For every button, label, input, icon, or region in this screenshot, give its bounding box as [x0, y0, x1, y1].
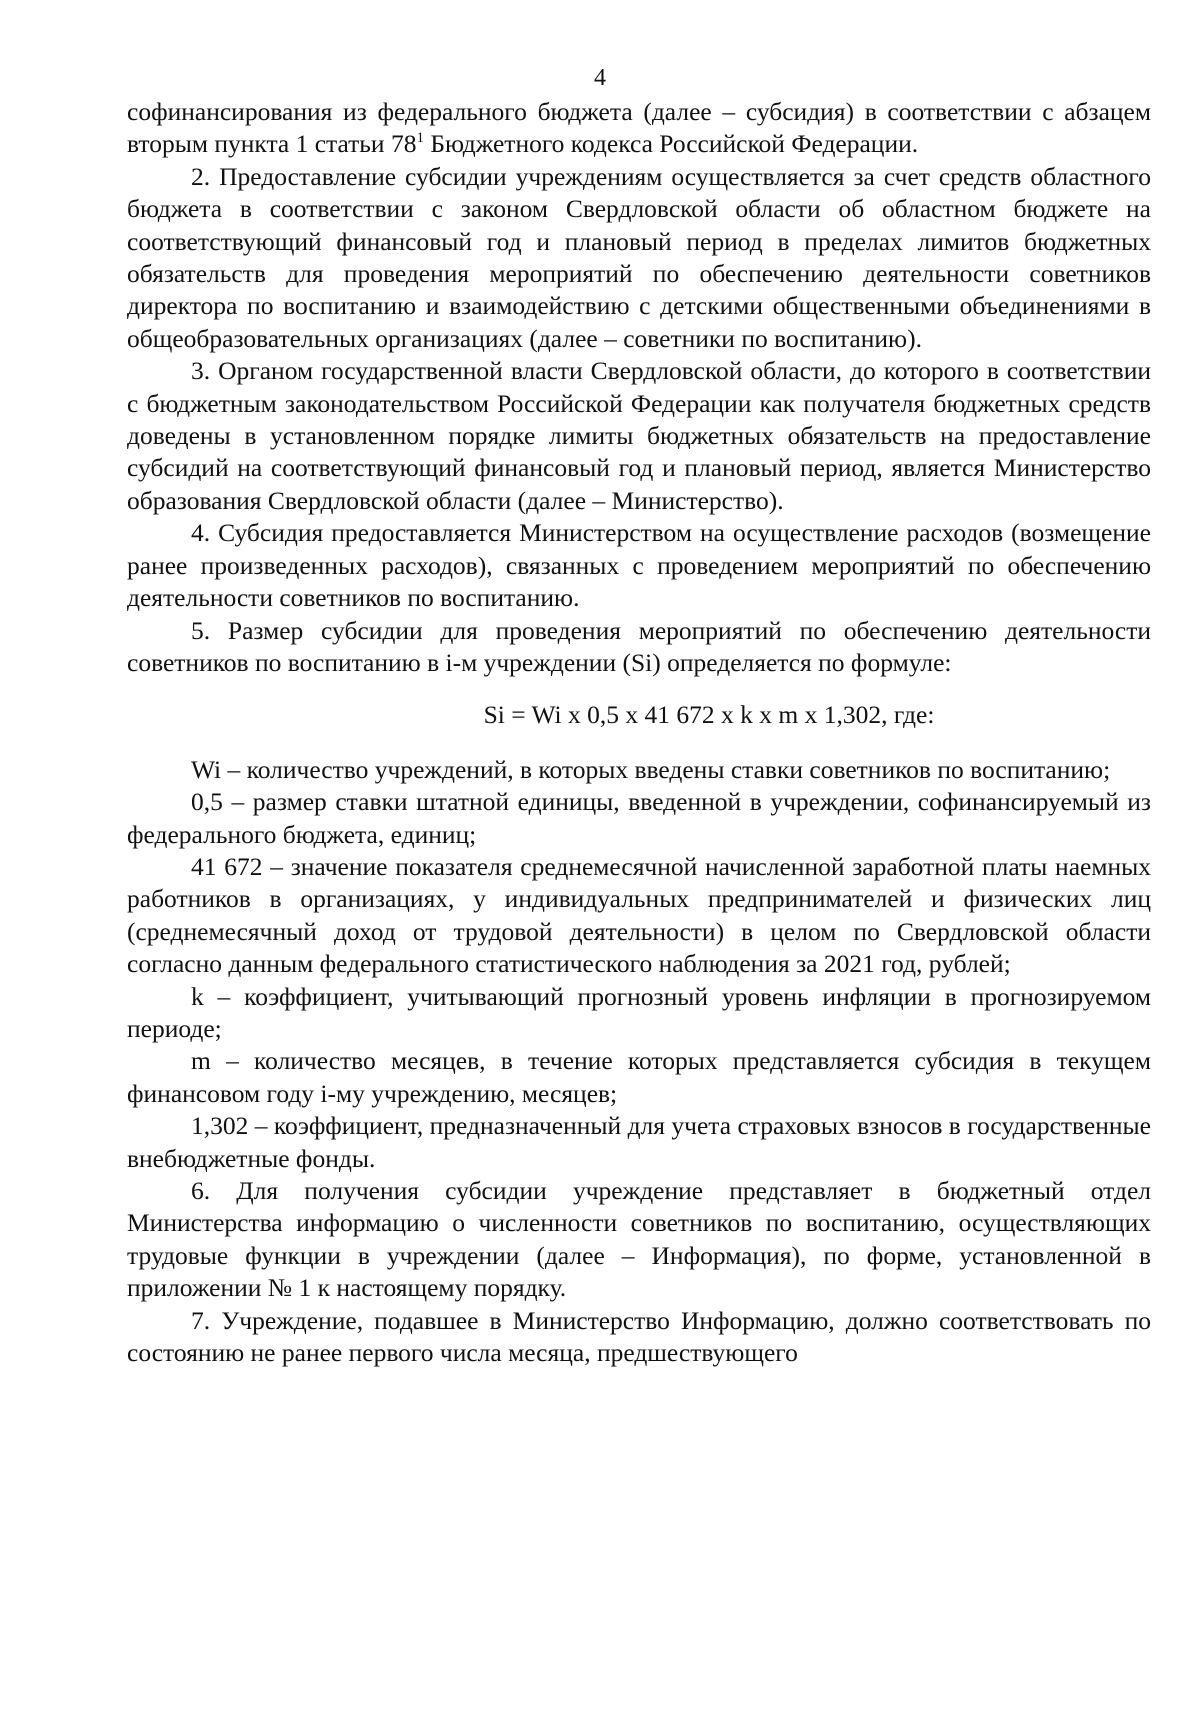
definition-wi: Wi – количество учреждений, в которых введены ставки советников по воспитанию; [191, 754, 1111, 784]
definition-k: k – коэффициент, учитывающий прогнозный уровень инфляции в прогнозируемом периоде; [127, 981, 1151, 1043]
paragraph-2: 2. Предоставление субсидии учреждениям осуществляется за счет средств областного бюджета в соответствии с законом Свердловской области об областном бюджете на соответствующий финансовый год и плановый период в пределах лимитов бюджетных обязательств для проведения мероприятий по обеспечению деятельности советников директора по воспитанию и взаимодействию с детскими общественными объединениями в общеобразовательных организациях (далее – советники по воспитанию). [127, 161, 1151, 353]
paragraph-3: 3. Органом государственной власти Свердловской области, до которого в соответствии с бюджетным законодательством Российской Федерации как получателя бюджетных средств доведены в установленном порядке лимиты бюджетных обязательств на предоставление субсидий на соответствующий финансовый год и плановый период, является Министерство образования Свердловской области (далее – Министерство). [127, 356, 1151, 515]
document-body [127, 96, 1151, 1369]
superscript: 1 [416, 130, 424, 147]
definition-insurance: 1,302 – коэффициент, предназначенный для учета страховых взносов в государственные внебюджетные фонды. [127, 1111, 1151, 1173]
paragraph-continuation [127, 96, 1151, 161]
paragraph-4: 4. Субсидия предоставляется Министерством на осуществление расходов (возмещение ранее произведенных расходов), связанных с проведением мероприятий по обеспечению деятельности советников по воспитанию. [127, 518, 1151, 613]
formula: Si = Wi x 0,5 x 41 672 x k x m x 1,302, где: [483, 700, 935, 730]
paragraph-7: 7. Учреждение, подавшее в Министерство Информацию, должно соответствовать по состоянию не ранее первого числа месяца, предшествующего [127, 1305, 1151, 1368]
definition-m: m – количество месяцев, в течение которых представляется субсидия в текущем финансовом году i-му учреждению, месяцев; [127, 1046, 1151, 1108]
paragraph-text: Бюджетного кодекса Российской Федерации. [423, 129, 919, 159]
page-number: 4 [594, 65, 606, 91]
paragraph-text: софинансирования из федерального бюджета (далее – субсидия) в соответствии с абзацем вторым пункта 1 статьи 78 [127, 97, 1151, 159]
definition-salary: 41 672 – значение показателя среднемесячной начисленной заработной платы наемных работников в организациях, у индивидуальных предпринимателей и физических лиц (среднемесячный доход от трудовой деятельности) в целом по Свердловской области согласно данным федерального статистического наблюдения за 2021 год, рублей; [127, 851, 1151, 979]
definition-rate: 0,5 – размер ставки штатной единицы, введенной в учреждении, софинансируемый из федерального бюджета, единиц; [127, 787, 1151, 849]
paragraph-5: 5. Размер субсидии для проведения мероприятий по обеспечению деятельности советников по воспитанию в i-м учреждении (Si) определяется по формуле: [127, 615, 1151, 677]
paragraph-6: 6. Для получения субсидии учреждение представляет в бюджетный отдел Министерства информацию о численности советников по воспитанию, осуществляющих трудовые функции в учреждении (далее – Информация), по форме, установленной в приложении № 1 к настоящему порядку. [127, 1176, 1151, 1303]
